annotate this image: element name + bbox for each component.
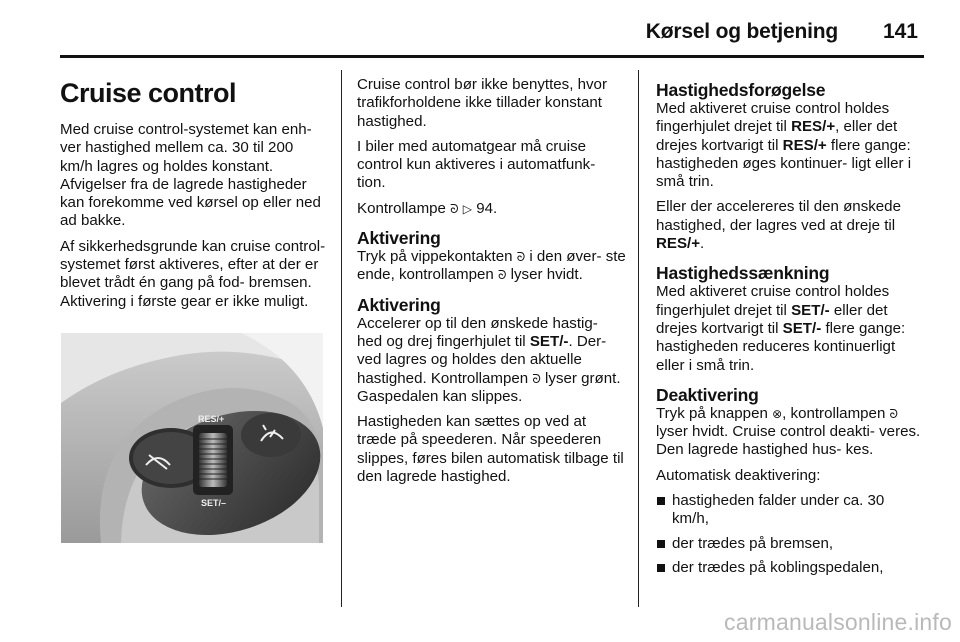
column-2 [357,76,627,493]
list-item: der trædes på bremsen, [656,535,924,553]
paragraph: Med aktiveret cruise control holdes fingerhjulet drejet til RES/+, eller det drejes kortvarigt til RES/+ flere gange: hastigheden øges kontinuer- ligt eller i små trin. [656,100,912,191]
paragraph: Automatisk deaktivering: [656,466,821,484]
paragraph: Eller der accelereres til den ønskede hastighed, der lagres ved at dreje til RES/+. [656,198,901,253]
watermark: carmanualsonline.info [724,609,952,635]
column-1 [60,78,326,318]
paragraph: I biler med automatgear må cruise control kun aktiveres i automatfunk- tion. [357,137,596,192]
header-title: Kørsel og betjening [645,20,838,43]
key-label: SET/- [782,319,822,337]
heading-speed-increase: Hastighedsforøgelse [656,80,826,100]
section-title: Cruise control [60,78,237,108]
paragraph: Kontrollampe ᘐ ▷ 94. [357,199,498,217]
heading-activation: Aktivering [357,294,441,315]
paragraph: Tryk på knappen ⊗, kontrollampen ᘐ lyser hvidt. Cruise control deakti- veres. Den lagrede hastighed hus- kes. [656,404,921,459]
paragraph: Med aktiveret cruise control holdes fingerhjulet drejet til SET/- eller det drejes kortvarigt til SET/- flere gange: hastigheden reduceres kontinuerligt eller i små trin. [656,283,906,374]
list-item: der trædes på koblingspedalen, [656,559,924,577]
header-rule [60,55,924,58]
paragraph: Cruise control bør ikke benyttes, hvor trafikforholdene ikke tillader konstant hastighed. [357,76,607,130]
paragraph: Med cruise control-systemet kan enh- ver hastighed mellem ca. 30 til 200 km/h lagres og holdes konstant. Afvigelser fra de lagrede hastigheder kan forekomme ved kørsel op eller ned ad bakke. [60,121,321,230]
page-number: 141 [882,20,918,43]
cancel-icon: ⊗ [772,406,783,421]
steering-wheel-controls-image [61,333,323,543]
cruise-control-icon: ᘐ [516,250,526,265]
paragraph: Af sikkerhedsgrunde kan cruise control-systemet først aktiveres, efter at der er blevet trådt én gang på fod- bremsen. Aktivering i første gear er ikke muligt. [60,237,326,310]
reference-arrow-icon: ▷ [462,201,473,216]
heading-activation: Aktivering [357,228,441,249]
key-label: SET/- [791,301,830,319]
key-label: RES/+ [791,118,836,136]
set-label: SET/– [201,498,227,508]
steering-wheel-illustration [61,333,323,543]
cruise-control-icon: ᘐ [497,268,507,283]
cruise-control-icon: ᘐ [532,371,541,386]
paragraph: Tryk på vippekontakten ᘐ i den øver- ste ende, kontrollampen ᘐ lyser hvidt. [357,248,626,284]
heading-deactivation: Deaktivering [656,384,759,405]
column-3 [656,80,924,583]
column-divider [638,70,639,607]
paragraph: Accelerer op til den ønskede hastig- hed og drej fingerhjulet til SET/-. Der- ved lagres og holdes den aktuelle hastighed. Kontrollampen ᘐ lyser grønt. Gaspedalen kan slippes. [357,314,621,405]
page-header [0,0,960,60]
bullet-list [656,492,924,577]
heading-speed-decrease: Hastighedssænkning [656,263,830,284]
cruise-control-icon: ᘐ [450,201,459,216]
res-label: RES/+ [198,414,225,424]
key-label: SET/- [529,332,569,350]
list-item: hastigheden falder under ca. 30 km/h, [656,492,924,529]
key-label: RES/+ [782,136,827,154]
cruise-control-icon: ᘐ [889,406,898,421]
column-divider [341,70,342,607]
paragraph: Hastigheden kan sættes op ved at træde på speederen. Når speederen slippes, føres bilen automatisk tilbage til den lagrede hastighed. [357,413,624,486]
key-label: RES/+ [656,235,701,253]
